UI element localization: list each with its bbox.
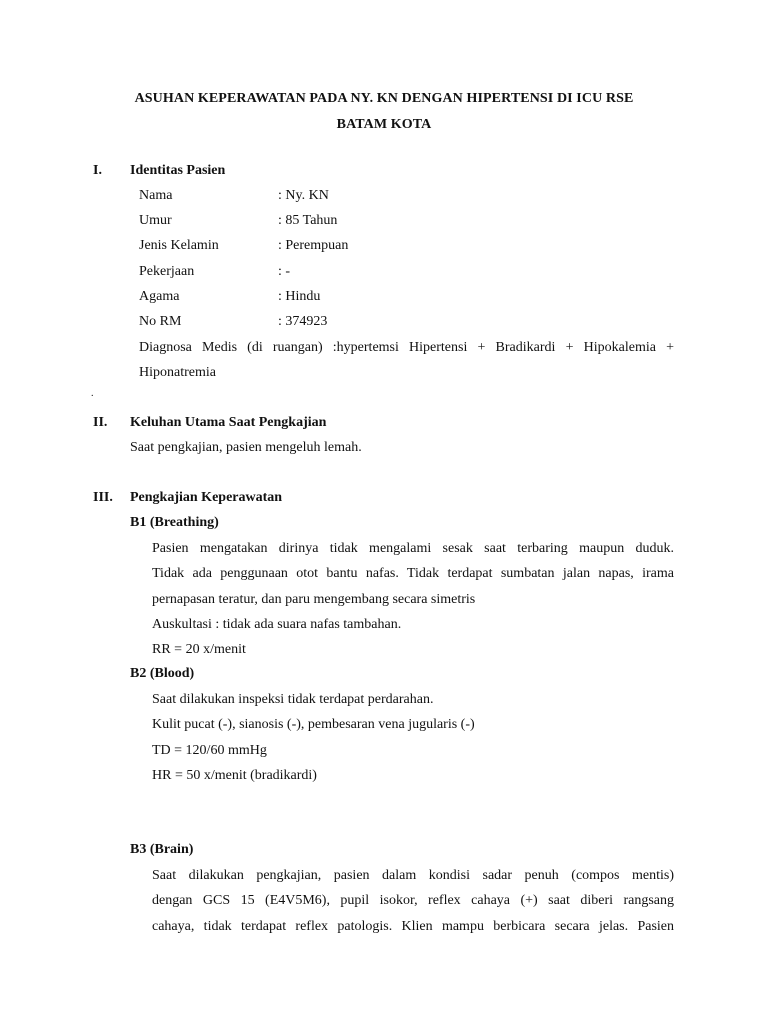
- b2-paragraph: [152, 687, 674, 788]
- section-1-heading: Identitas Pasien: [130, 163, 226, 178]
- b2-line-3: TD = 120/60 mmHg: [152, 742, 267, 758]
- document-title: [90, 86, 678, 138]
- field-value-nama: : Ny. KN: [278, 188, 329, 203]
- field-label-jenis-kelamin: Jenis Kelamin: [139, 238, 219, 253]
- section-1-number: I.: [93, 163, 102, 178]
- field-label-no-rm: No RM: [139, 314, 182, 329]
- title-line-1: ASUHAN KEPERAWATAN PADA NY. KN DENGAN HIPERTENSI DI ICU RSE: [134, 91, 634, 106]
- b2-heading: B2 (Blood): [130, 666, 195, 681]
- section-2-number: II.: [93, 415, 108, 430]
- b3-paragraph: [152, 863, 674, 939]
- section-3-number: III.: [93, 490, 113, 505]
- diagnosa-line-2: Hiponatremia: [139, 365, 216, 381]
- b2-line-4: HR = 50 x/menit (bradikardi): [152, 767, 317, 783]
- b3-heading: B3 (Brain): [130, 842, 194, 857]
- b1-paragraph: [152, 536, 674, 662]
- b2-line-1: Saat dilakukan inspeksi tidak terdapat perdarahan.: [152, 692, 434, 707]
- field-value-agama: : Hindu: [278, 289, 321, 304]
- field-label-umur: Umur: [139, 213, 172, 228]
- b3-line-3: cahaya, tidak terdapat reflex patologis. Klien mampu berbicara secara jelas. Pasien: [152, 918, 674, 934]
- b3-line-2: dengan GCS 15 (E4V5M6), pupil isokor, reflex cahaya (+) saat diberi rangsang: [152, 893, 674, 909]
- diagnosa-line-1: Diagnosa Medis (di ruangan) :hypertemsi Hipertensi + Bradikardi + Hipokalemia +: [139, 340, 674, 355]
- diagnosa-medis: [139, 335, 674, 386]
- title-line-2: BATAM KOTA: [336, 117, 432, 132]
- b3-line-1: Saat dilakukan pengkajian, pasien dalam kondisi sadar penuh (compos mentis): [152, 868, 674, 883]
- field-label-nama: Nama: [139, 188, 173, 203]
- field-label-pekerjaan: Pekerjaan: [139, 264, 195, 279]
- section-3-heading: Pengkajian Keperawatan: [130, 490, 283, 505]
- field-value-pekerjaan: : -: [278, 264, 291, 279]
- field-value-umur: : 85 Tahun: [278, 213, 338, 228]
- b1-line-5: RR = 20 x/menit: [152, 642, 246, 658]
- field-value-jenis-kelamin: : Perempuan: [278, 238, 349, 253]
- b1-line-4: Auskultasi : tidak ada suara nafas tambahan.: [152, 616, 402, 632]
- b1-line-1: Pasien mengatakan dirinya tidak mengalami sesak saat terbaring maupun duduk.: [152, 541, 674, 556]
- b1-line-2: Tidak ada penggunaan otot bantu nafas. Tidak terdapat sumbatan jalan napas, irama: [152, 566, 674, 582]
- b2-line-2: Kulit pucat (-), sianosis (-), pembesaran vena jugularis (-): [152, 717, 475, 733]
- stray-dot: .: [91, 388, 94, 399]
- b1-heading: B1 (Breathing): [130, 515, 219, 530]
- b1-line-3: pernapasan teratur, dan paru mengembang secara simetris: [152, 591, 476, 607]
- field-value-no-rm: : 374923: [278, 314, 328, 329]
- section-2-text: Saat pengkajian, pasien mengeluh lemah.: [130, 440, 362, 455]
- field-label-agama: Agama: [139, 289, 180, 304]
- section-2-heading: Keluhan Utama Saat Pengkajian: [130, 415, 327, 430]
